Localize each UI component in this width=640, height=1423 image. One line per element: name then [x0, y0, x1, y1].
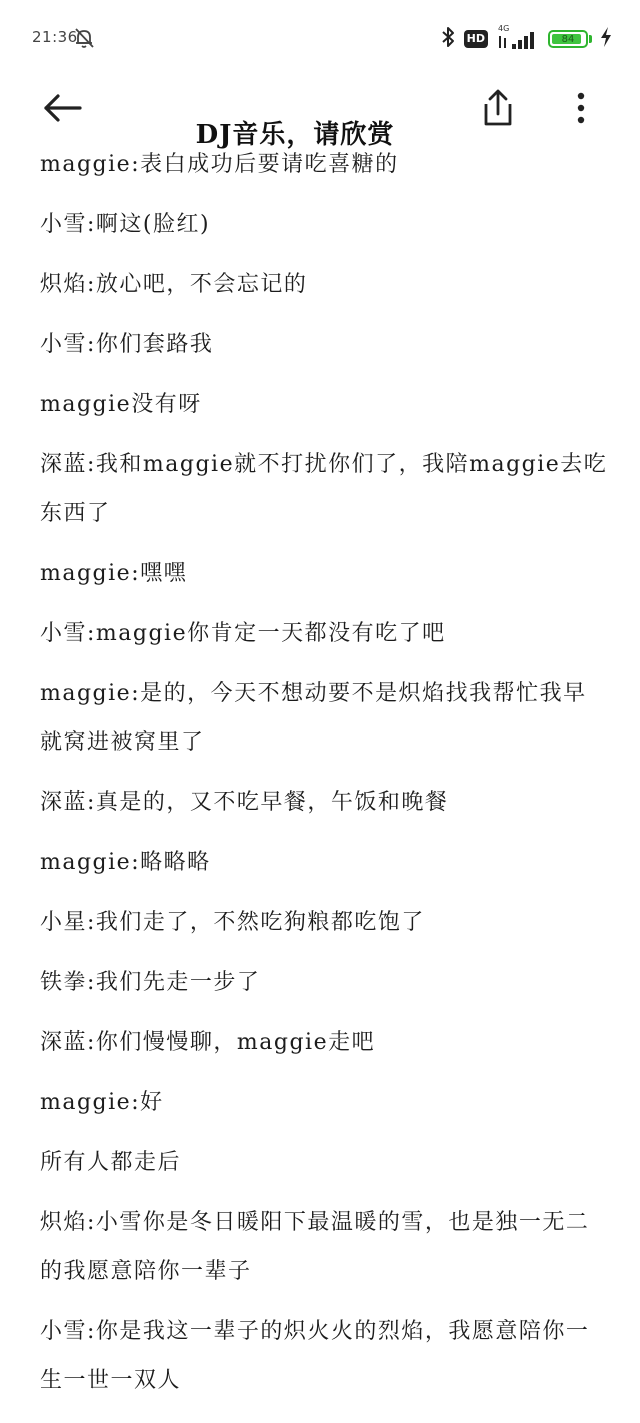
network-type: 4G	[498, 24, 510, 33]
note-body[interactable]	[40, 140, 610, 1416]
note-line: 深蓝:真是的，又不吃早餐，午饭和晚餐	[40, 790, 449, 815]
note-line: 小雪:maggie你肯定一天都没有吃了吧	[40, 621, 446, 646]
battery-icon	[548, 30, 588, 48]
note-line: maggie:嘿嘿	[40, 561, 188, 586]
battery-level: 84	[561, 33, 575, 45]
note-line: 小雪:啊这(脸红)	[40, 212, 211, 237]
note-line: maggie:略略略	[40, 850, 211, 875]
note-line: maggie:好	[40, 1090, 164, 1115]
note-line: 所有人都走后	[40, 1150, 182, 1175]
note-line: 铁拳:我们先走一步了	[40, 970, 261, 995]
note-line: maggie没有呀	[40, 392, 202, 417]
status-bar	[0, 0, 640, 78]
note-line: 炽焰:放心吧，不会忘记的	[40, 272, 308, 297]
hd-badge: HD	[464, 30, 488, 48]
note-line: 小雪:你是我这一辈子的炽火火的烈焰，我愿意陪你一生一世一双人	[40, 1319, 590, 1393]
note-line: 小雪:你们套路我	[40, 332, 214, 357]
note-line: 深蓝:我和maggie就不打扰你们了，我陪maggie去吃东西了	[40, 452, 608, 526]
signal-icon	[496, 24, 540, 50]
status-time: 21:36	[32, 28, 78, 46]
bluetooth-icon	[440, 26, 456, 52]
bell-mute-icon	[72, 26, 96, 50]
status-icons	[440, 26, 612, 52]
note-line: maggie:表白成功后要请吃喜糖的	[40, 152, 399, 177]
note-line: maggie:是的，今天不想动要不是炽焰找我帮忙我早就窝进被窝里了	[40, 681, 587, 755]
note-line: 炽焰:小雪你是冬日暖阳下最温暖的雪，也是独一无二的我愿意陪你一辈子	[40, 1210, 590, 1284]
note-line: 深蓝:你们慢慢聊，maggie走吧	[40, 1030, 376, 1055]
note-title: DJ音乐，请欣赏	[195, 120, 395, 150]
note-line: 小星:我们走了，不然吃狗粮都吃饱了	[40, 910, 425, 935]
charging-icon	[600, 27, 612, 51]
